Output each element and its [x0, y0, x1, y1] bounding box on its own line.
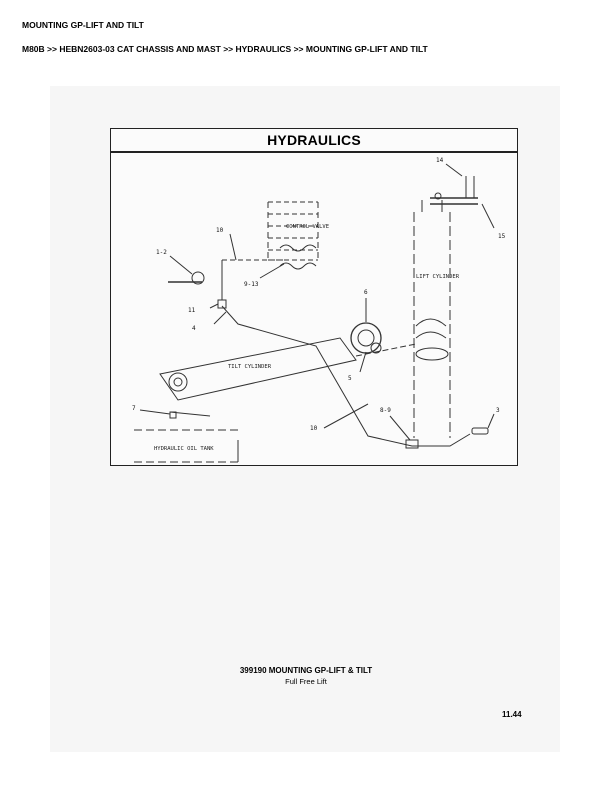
label-hydraulic-oil-tank: HYDRAULIC OIL TANK [154, 446, 214, 452]
callout-c6: 11 [188, 307, 196, 314]
mast-bracket [430, 176, 478, 204]
lift-cylinder [414, 200, 450, 438]
label-lift-cylinder: LIFT CYLINDER [416, 274, 460, 280]
callout-c1: 14 [436, 157, 444, 164]
callout-c12: 8-9 [380, 407, 391, 414]
callout-c9: 5 [348, 375, 352, 382]
leader-lines [140, 164, 494, 440]
control-valve [268, 202, 318, 269]
supply-lines [168, 260, 488, 448]
page-title: MOUNTING GP-LIFT AND TILT [22, 20, 144, 30]
callout-c7: 4 [192, 325, 196, 332]
callout-c2: 15 [498, 233, 506, 240]
tilt-pivot [351, 323, 381, 353]
page-number: 11.44 [502, 710, 522, 719]
label-tilt-cylinder: TILT CYLINDER [228, 364, 272, 370]
callout-c13: 3 [496, 407, 500, 414]
breadcrumb[interactable]: M80B >> HEBN2603-03 CAT CHASSIS AND MAST >> HYDRAULICS >> MOUNTING GP-LIFT AND TILT [22, 44, 428, 54]
callout-c4: 1-2 [156, 249, 167, 256]
callout-c8: 6 [364, 289, 368, 296]
figure-subcaption: Full Free Lift [285, 677, 327, 686]
figure-caption: 399190 MOUNTING GP-LIFT & TILT [239, 666, 373, 675]
callout-c11: 10 [310, 425, 318, 432]
hydraulics-diagram [110, 128, 516, 464]
callout-c10: 7 [132, 405, 136, 412]
callout-c3: 10 [216, 227, 224, 234]
callout-c5: 9-13 [244, 281, 259, 288]
diagram-title: HYDRAULICS [111, 129, 517, 153]
label-control-valve: CONTROL VALVE [286, 224, 330, 230]
